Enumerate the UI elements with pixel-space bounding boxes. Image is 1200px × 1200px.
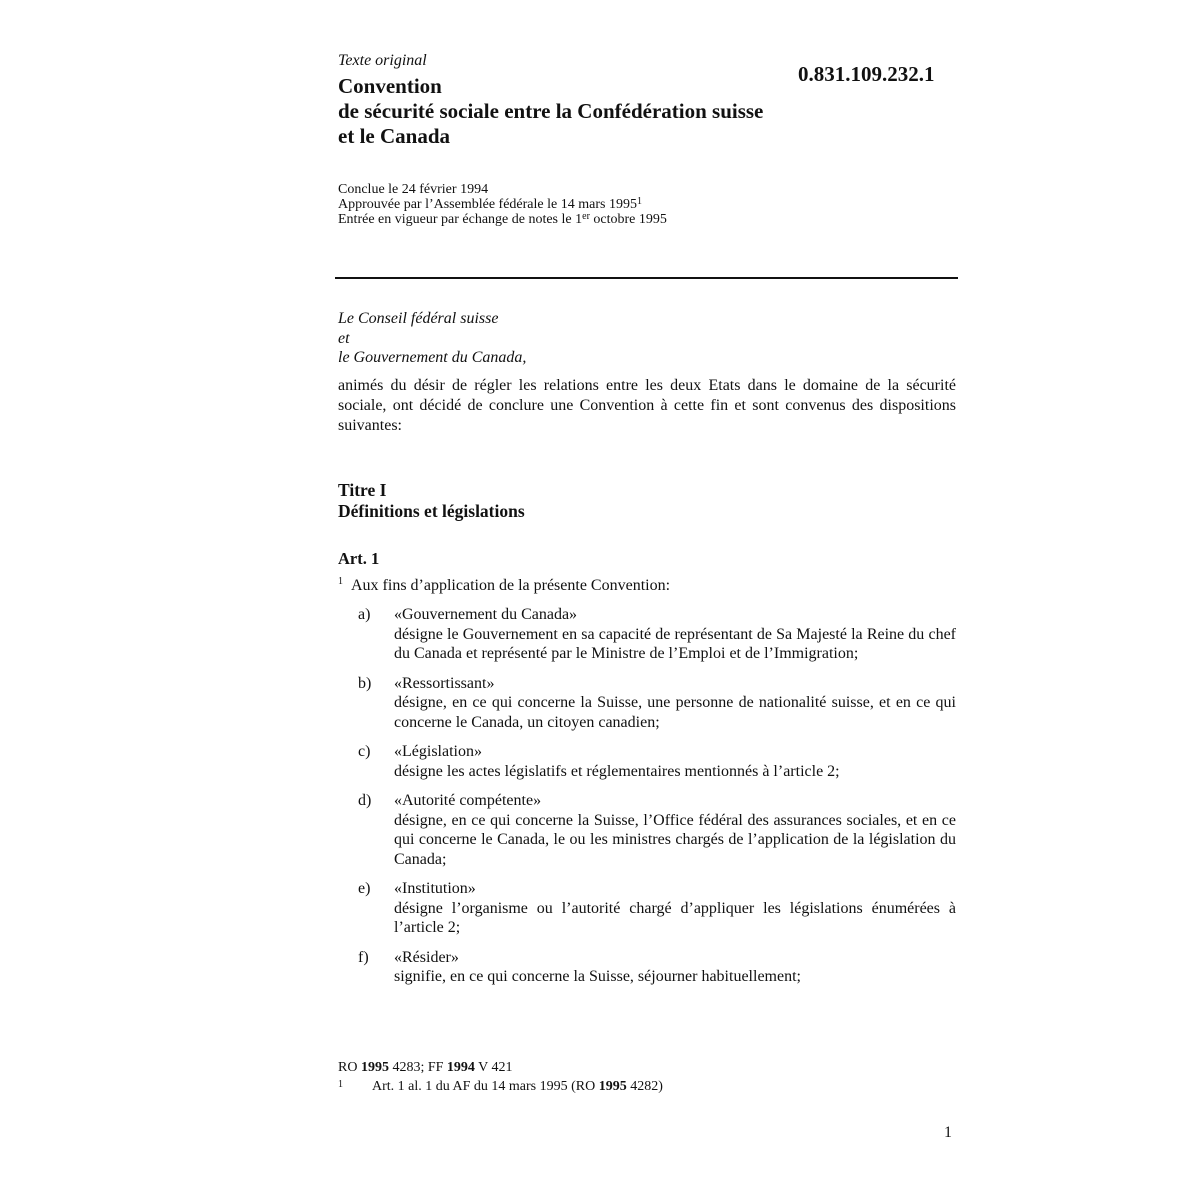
original-text-label: Texte original <box>338 52 427 69</box>
definition-term: «Autorité compétente» <box>394 792 542 809</box>
dates-block <box>338 182 667 227</box>
alinea-number: 1 <box>338 576 343 587</box>
definition-item <box>358 879 956 938</box>
definition-term: «Gouvernement du Canada» <box>394 606 578 623</box>
alinea-text: Aux fins d’application de la présente Convention: <box>351 577 671 594</box>
definition-text: désigne le Gouvernement en sa capacité de représentant de Sa Majesté la Reine du chef du Canada et représenté par le Ministre de l’Emploi et de l’Immigration; <box>394 625 956 662</box>
footnote-number: 1 <box>338 1079 343 1090</box>
definition-item <box>358 605 956 664</box>
definition-item <box>358 742 956 781</box>
article-alinea <box>338 577 670 595</box>
title-line-3: et le Canada <box>338 124 450 148</box>
contracting-parties <box>338 309 526 368</box>
preamble-paragraph: animés du désir de régler les relations entre les deux Etats dans le domaine de la sécurité sociale, ont décidé de conclure une Convention à cette fin et sont convenus des dispositions suivantes: <box>338 377 956 434</box>
definition-term: «Institution» <box>394 880 476 897</box>
definition-text: désigne, en ce qui concerne la Suisse, une personne de nationalité suisse, et en ce qui concerne le Canada, un citoyen canadien; <box>394 694 956 731</box>
definition-term: «Ressortissant» <box>394 674 495 692</box>
definition-letter: d) <box>358 792 372 809</box>
section-title: Titre I <box>338 480 387 500</box>
definition-term: «Législation» <box>394 743 482 760</box>
definition-text: signifie, en ce qui concerne la Suisse, séjourner habituellement; <box>394 968 801 985</box>
definition-item <box>358 948 956 987</box>
page-number: 1 <box>944 1124 952 1141</box>
footnote-ref-1[interactable]: 1 <box>636 196 642 207</box>
definition-term: «Résider» <box>394 948 459 966</box>
publication-reference: RO 1995 4283; FF 1994 V 421 <box>338 1060 513 1075</box>
footnote-text: Art. 1 al. 1 du AF du 14 mars 1995 (RO 1995 4282) <box>372 1079 663 1094</box>
section-subtitle: Définitions et législations <box>338 501 525 521</box>
concluded-date: Conclue le 24 février 1994 <box>338 182 489 197</box>
definition-item <box>358 791 956 869</box>
party-canada: le Gouvernement du Canada, <box>338 349 527 366</box>
header-divider <box>335 277 958 279</box>
sr-number: 0.831.109.232.1 <box>798 62 935 86</box>
title-line-2: de sécurité sociale entre la Confédération suisse <box>338 99 764 123</box>
title-line-1: Convention <box>338 74 442 98</box>
footnotes <box>338 1058 663 1096</box>
document-title <box>338 74 763 149</box>
definition-letter: c) <box>358 743 371 760</box>
definition-letter: f) <box>358 948 369 966</box>
section-heading <box>338 480 525 522</box>
definition-text: désigne, en ce qui concerne la Suisse, l’Office fédéral des assurances sociales, et en ce qui concerne le Canada, le ou les ministres chargés de l’application de la législation du Canada; <box>394 811 956 868</box>
definition-item <box>358 674 956 733</box>
approved-date: Approuvée par l’Assemblée fédérale le 14 mars 1995$^1$ <box>338 196 642 212</box>
definition-letter: e) <box>358 880 371 897</box>
definition-letter: b) <box>358 674 372 692</box>
definitions-list <box>358 605 956 997</box>
definition-text: désigne l’organisme ou l’autorité chargé d’appliquer les législations énumérées à l’article 2; <box>394 899 956 936</box>
entry-into-force-date: Entrée en vigueur par échange de notes le 1er octobre 1995 <box>338 211 667 227</box>
definition-text: désigne les actes législatifs et réglementaires mentionnés à l’article 2; <box>394 762 840 780</box>
party-conjunction: et <box>338 329 350 347</box>
definition-letter: a) <box>358 606 371 623</box>
article-heading: Art. 1 <box>338 549 380 568</box>
footnote-1 <box>338 1077 663 1096</box>
party-switzerland: Le Conseil fédéral suisse <box>338 310 499 327</box>
